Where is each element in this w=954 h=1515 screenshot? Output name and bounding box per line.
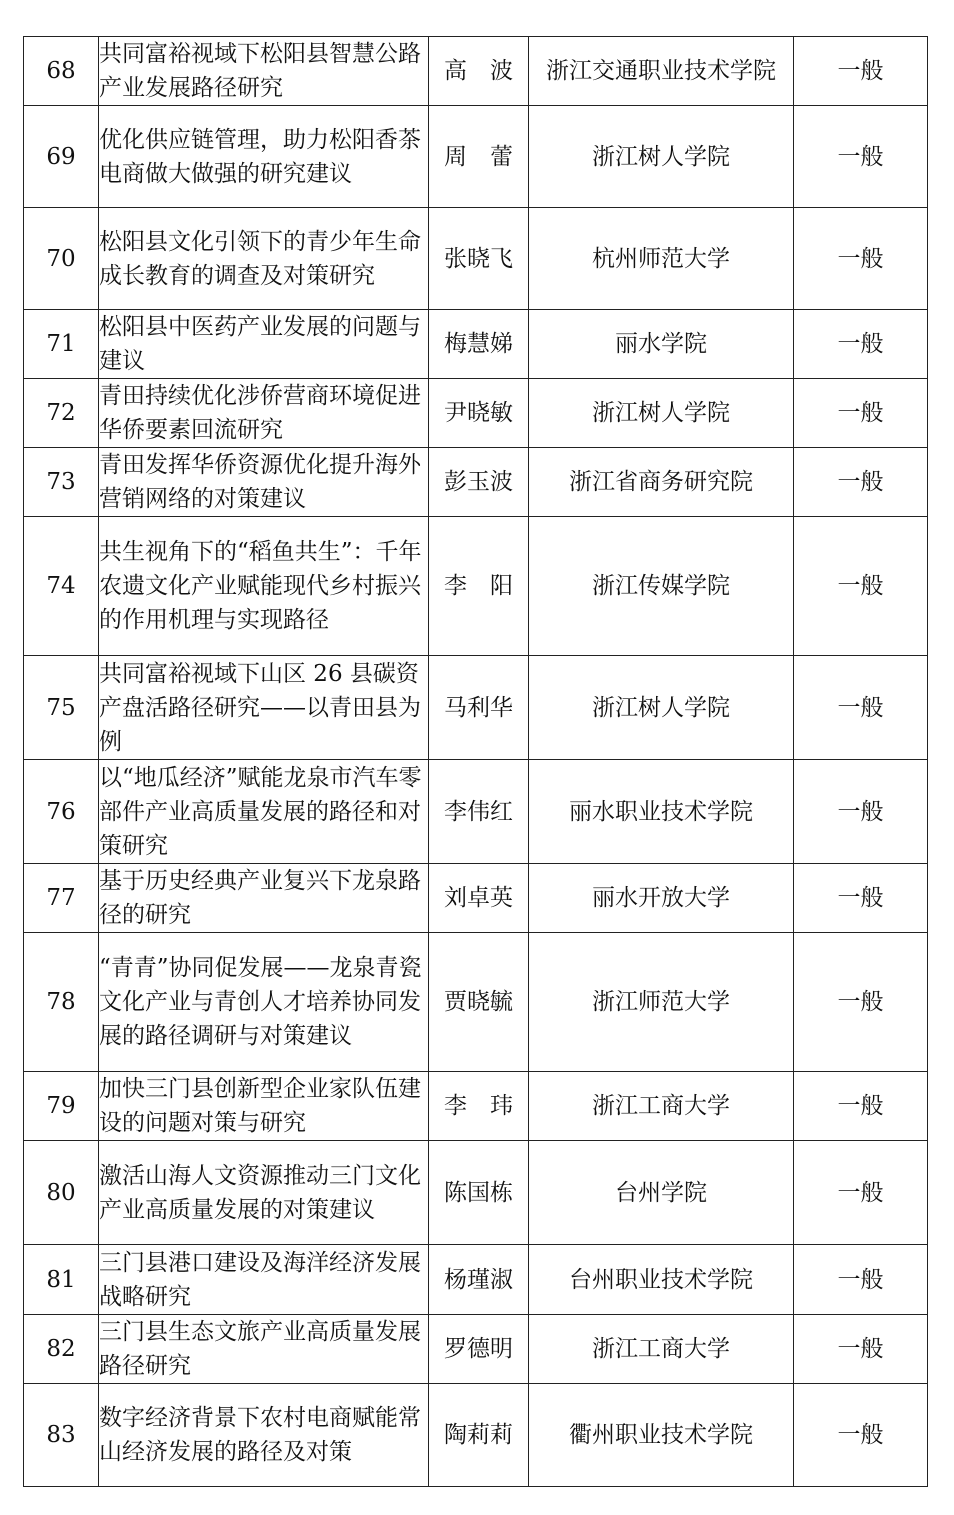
project-title: 松阳县文化引领下的青少年生命成长教育的调查及对策研究	[99, 208, 429, 310]
project-title: 加快三门县创新型企业家队伍建设的问题对策与研究	[99, 1072, 429, 1141]
person-name: 周 蕾	[429, 106, 529, 208]
institution: 浙江省商务研究院	[529, 448, 794, 517]
project-title: 青田持续优化涉侨营商环境促进华侨要素回流研究	[99, 379, 429, 448]
project-grade: 一般	[794, 864, 928, 933]
institution: 丽水职业技术学院	[529, 760, 794, 864]
institution: 杭州师范大学	[529, 208, 794, 310]
project-grade: 一般	[794, 1315, 928, 1384]
person-name: 罗德明	[429, 1315, 529, 1384]
institution: 浙江交通职业技术学院	[529, 37, 794, 106]
project-grade: 一般	[794, 933, 928, 1072]
table-row	[24, 1384, 928, 1487]
project-grade: 一般	[794, 310, 928, 379]
table-row	[24, 106, 928, 208]
table-row	[24, 656, 928, 760]
project-grade: 一般	[794, 517, 928, 656]
project-grade: 一般	[794, 760, 928, 864]
table-row	[24, 448, 928, 517]
project-title: 三门县港口建设及海洋经济发展战略研究	[99, 1245, 429, 1315]
table-row	[24, 1072, 928, 1141]
row-number: 75	[24, 656, 99, 760]
table-row	[24, 1315, 928, 1384]
institution: 浙江工商大学	[529, 1072, 794, 1141]
institution: 浙江树人学院	[529, 656, 794, 760]
project-title: 共同富裕视域下松阳县智慧公路产业发展路径研究	[99, 37, 429, 106]
project-grade: 一般	[794, 379, 928, 448]
institution: 衢州职业技术学院	[529, 1384, 794, 1487]
project-title: 数字经济背景下农村电商赋能常山经济发展的路径及对策	[99, 1384, 429, 1487]
row-number: 78	[24, 933, 99, 1072]
table-row	[24, 310, 928, 379]
person-name: 尹晓敏	[429, 379, 529, 448]
row-number: 77	[24, 864, 99, 933]
person-name: 陶莉莉	[429, 1384, 529, 1487]
table-row	[24, 208, 928, 310]
project-table-body	[24, 37, 928, 1487]
institution: 丽水学院	[529, 310, 794, 379]
project-grade: 一般	[794, 106, 928, 208]
project-grade: 一般	[794, 1245, 928, 1315]
project-grade: 一般	[794, 1384, 928, 1487]
table-row	[24, 1141, 928, 1245]
project-grade: 一般	[794, 1072, 928, 1141]
person-name: 梅慧娣	[429, 310, 529, 379]
row-number: 68	[24, 37, 99, 106]
institution: 浙江树人学院	[529, 379, 794, 448]
project-grade: 一般	[794, 448, 928, 517]
project-title: 共生视角下的“稻鱼共生”：千年农遗文化产业赋能现代乡村振兴的作用机理与实现路径	[99, 517, 429, 656]
institution: 浙江师范大学	[529, 933, 794, 1072]
project-grade: 一般	[794, 1141, 928, 1245]
person-name: 李 阳	[429, 517, 529, 656]
row-number: 71	[24, 310, 99, 379]
person-name: 贾晓毓	[429, 933, 529, 1072]
row-number: 79	[24, 1072, 99, 1141]
table-row	[24, 864, 928, 933]
row-number: 83	[24, 1384, 99, 1487]
row-number: 73	[24, 448, 99, 517]
row-number: 80	[24, 1141, 99, 1245]
person-name: 张晓飞	[429, 208, 529, 310]
row-number: 74	[24, 517, 99, 656]
row-number: 76	[24, 760, 99, 864]
person-name: 刘卓英	[429, 864, 529, 933]
table-row	[24, 379, 928, 448]
project-grade: 一般	[794, 208, 928, 310]
project-title: 松阳县中医药产业发展的问题与建议	[99, 310, 429, 379]
row-number: 69	[24, 106, 99, 208]
person-name: 杨瑾淑	[429, 1245, 529, 1315]
project-title: “青青”协同促发展——龙泉青瓷文化产业与青创人才培养协同发展的路径调研与对策建议	[99, 933, 429, 1072]
project-title: 基于历史经典产业复兴下龙泉路径的研究	[99, 864, 429, 933]
row-number: 70	[24, 208, 99, 310]
row-number: 81	[24, 1245, 99, 1315]
person-name: 高 波	[429, 37, 529, 106]
institution: 台州学院	[529, 1141, 794, 1245]
person-name: 马利华	[429, 656, 529, 760]
person-name: 李 玮	[429, 1072, 529, 1141]
table-row	[24, 760, 928, 864]
institution: 浙江树人学院	[529, 106, 794, 208]
table-row	[24, 517, 928, 656]
institution: 台州职业技术学院	[529, 1245, 794, 1315]
project-grade: 一般	[794, 37, 928, 106]
project-title: 以“地瓜经济”赋能龙泉市汽车零部件产业高质量发展的路径和对策研究	[99, 760, 429, 864]
person-name: 彭玉波	[429, 448, 529, 517]
institution: 丽水开放大学	[529, 864, 794, 933]
table-row	[24, 1245, 928, 1315]
project-title: 激活山海人文资源推动三门文化产业高质量发展的对策建议	[99, 1141, 429, 1245]
row-number: 72	[24, 379, 99, 448]
institution: 浙江传媒学院	[529, 517, 794, 656]
person-name: 李伟红	[429, 760, 529, 864]
table-row	[24, 933, 928, 1072]
person-name: 陈国栋	[429, 1141, 529, 1245]
project-title: 优化供应链管理，助力松阳香茶电商做大做强的研究建议	[99, 106, 429, 208]
project-title: 三门县生态文旅产业高质量发展路径研究	[99, 1315, 429, 1384]
project-title: 共同富裕视域下山区 26 县碳资产盘活路径研究——以青田县为例	[99, 656, 429, 760]
project-table	[23, 36, 928, 1487]
table-row	[24, 37, 928, 106]
project-grade: 一般	[794, 656, 928, 760]
project-title: 青田发挥华侨资源优化提升海外营销网络的对策建议	[99, 448, 429, 517]
institution: 浙江工商大学	[529, 1315, 794, 1384]
row-number: 82	[24, 1315, 99, 1384]
